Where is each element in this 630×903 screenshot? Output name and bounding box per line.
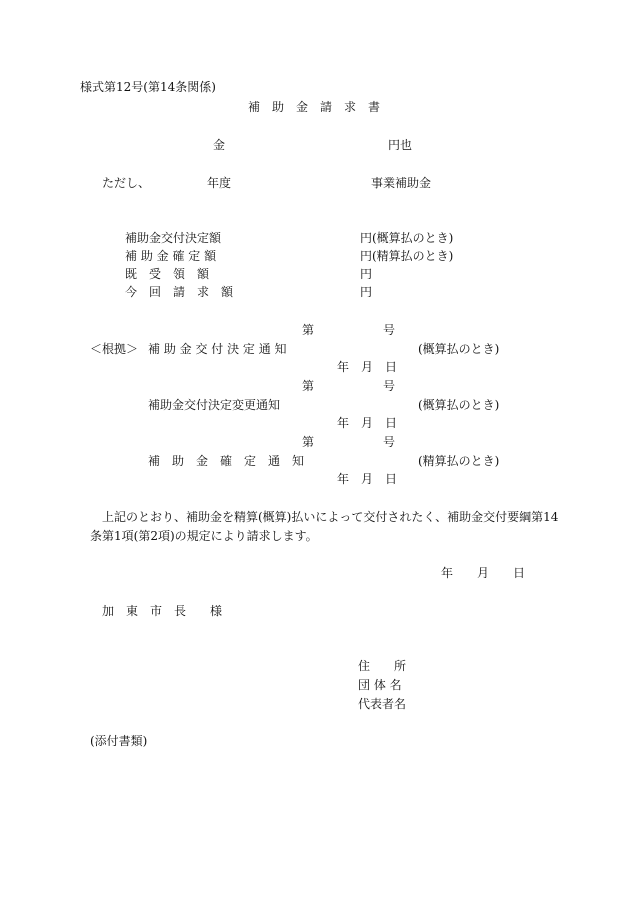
notice-go: 号	[383, 379, 396, 393]
breakdown-unit: 円(概算払のとき)	[360, 231, 454, 245]
notice-dai: 第	[302, 379, 315, 393]
notice-go: 号	[383, 323, 396, 337]
notice-date: 年 月 日	[337, 360, 398, 374]
breakdown-label: 今 回 請 求 額	[125, 285, 234, 299]
breakdown-label: 補 助 金 確 定 額	[125, 249, 217, 263]
notice-date: 年 月 日	[337, 416, 398, 430]
attachments-label: (添付書類)	[90, 734, 148, 748]
breakdown-label: 補助金交付決定額	[125, 231, 222, 245]
applicant-rep-label: 代表者名	[358, 697, 407, 711]
amount-label: 金	[213, 138, 226, 152]
form-number: 様式第12号(第14条関係)	[80, 80, 216, 94]
notice-note: (概算払のとき)	[418, 342, 500, 356]
breakdown-label: 既 受 領 額	[125, 267, 210, 281]
addressee: 加 東 市 長 様	[102, 604, 223, 618]
breakdown-unit: 円	[360, 285, 373, 299]
request-date: 年 月 日	[441, 566, 526, 580]
notice-go: 号	[383, 435, 396, 449]
breakdown-unit: 円(精算払のとき)	[360, 249, 454, 263]
body-text-line: 上記のとおり、補助金を精算(概算)払いによって交付されたく、補助金交付要綱第14	[102, 510, 559, 524]
notice-name: 補 助 金 交 付 決 定 通 知	[148, 342, 287, 356]
purpose-prefix: ただし、	[102, 176, 151, 190]
basis-label: ＜根拠＞	[90, 342, 139, 356]
notice-name: 補助金交付決定変更通知	[148, 398, 281, 412]
notice-note: (精算払のとき)	[418, 454, 500, 468]
notice-dai: 第	[302, 323, 315, 337]
applicant-address-label: 住 所	[358, 659, 407, 673]
breakdown-unit: 円	[360, 267, 373, 281]
purpose-suffix: 事業補助金	[371, 176, 432, 190]
notice-name: 補 助 金 確 定 通 知	[148, 454, 305, 468]
notice-dai: 第	[302, 435, 315, 449]
applicant-org-label: 団 体 名	[358, 678, 402, 692]
notice-note: (概算払のとき)	[418, 398, 500, 412]
purpose-year: 年度	[207, 176, 232, 190]
notice-date: 年 月 日	[337, 472, 398, 486]
amount-unit: 円也	[388, 138, 413, 152]
document-title: 補 助 金 請 求 書	[248, 100, 381, 114]
body-text-line: 条第1項(第2項)の規定により請求します。	[90, 529, 318, 543]
